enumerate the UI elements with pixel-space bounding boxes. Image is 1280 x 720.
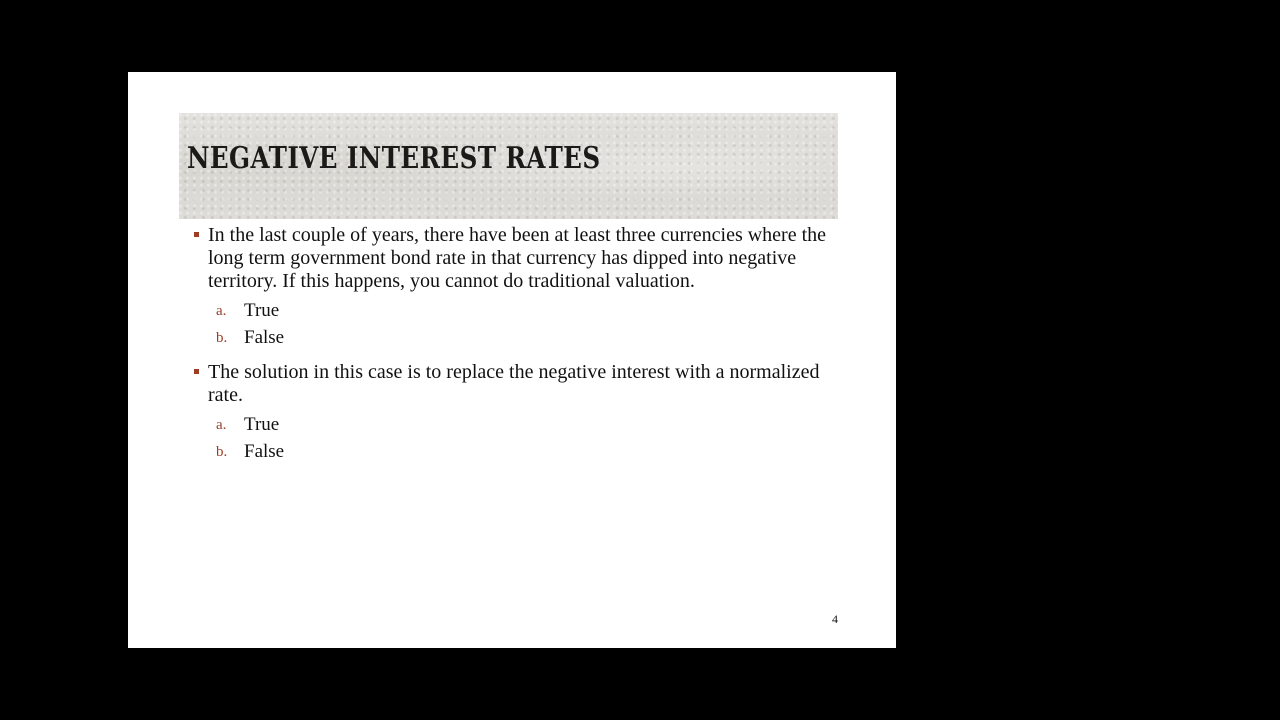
title-banner [179,113,838,219]
option-label: True [244,300,280,321]
slide-title: NEGATIVE INTEREST RATES [187,141,601,176]
bullet-item [194,361,834,407]
option-letter: b. [216,444,228,460]
bullet-square-icon [194,232,199,237]
option-label: False [244,327,285,348]
question-1 [194,224,834,351]
answer-options [194,297,834,351]
option-label: True [244,414,280,435]
option-item [194,438,834,465]
option-label: False [244,441,285,462]
page-number: 4 [832,612,838,626]
option-item [194,324,834,351]
question-2 [194,361,834,465]
option-letter: b. [216,330,228,346]
option-letter: a. [216,303,227,319]
question-text: The solution in this case is to replace the negative interest with a normalized rate. [208,361,820,406]
slide-content [194,224,834,465]
bullet-square-icon [194,369,199,374]
answer-options [194,411,834,465]
question-text: In the last couple of years, there have been at least three currencies where the long term government bond rate in that currency has dipped into negative territory. If this happens, you cannot do traditional valuation. [208,224,827,292]
option-letter: a. [216,417,227,433]
option-item [194,411,834,438]
option-item [194,297,834,324]
slide [128,72,896,648]
bullet-item [194,224,834,293]
